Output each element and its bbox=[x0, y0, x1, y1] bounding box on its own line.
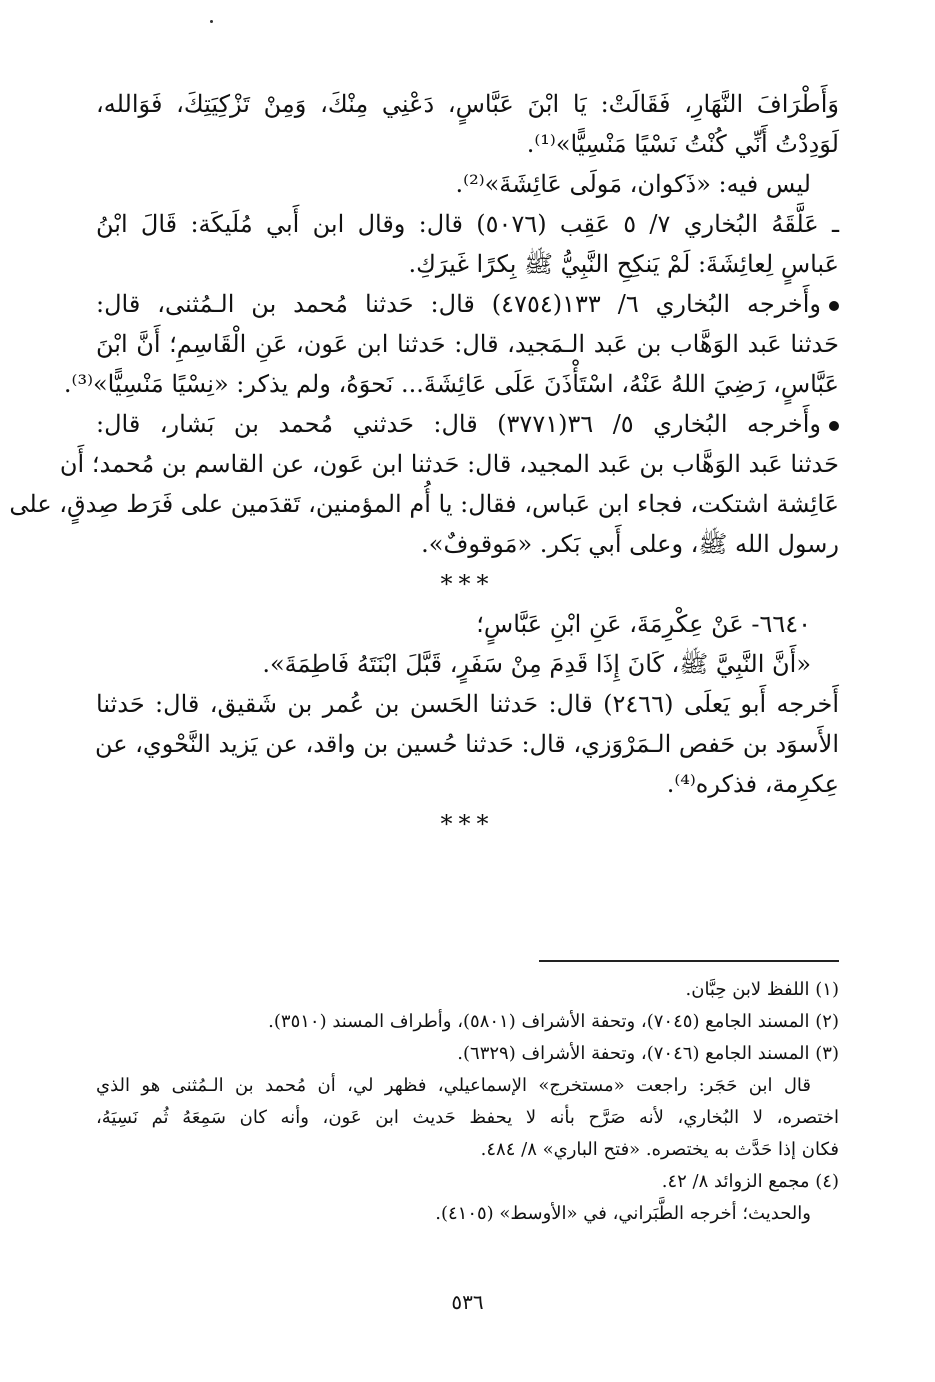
text-line: وأَخرجه البُخاري ٥/ ٣٦(٣٧٧١) قال: حَدثني مُحمد بن بَشار، قال: bbox=[96, 410, 822, 438]
text-line-bulleted bbox=[96, 404, 839, 444]
bullet-icon bbox=[829, 421, 839, 431]
hadith-text: «أَنَّ النَّبِيَّ ﷺ، كَانَ إِذَا قَدِمَ مِنْ سَفَرٍ، قَبَّلَ ابْنَتَهُ فَاطِمَةَ». bbox=[262, 650, 811, 678]
hadith-header: ٦٦٤٠- عَنْ عِكْرِمَةَ، عَنِ ابْنِ عَبَّاسٍ؛ bbox=[476, 610, 811, 638]
page-number: ٥٣٦ bbox=[451, 1290, 484, 1314]
text-line: عِكرِمة، فذكره⁽⁴⁾. bbox=[666, 770, 839, 798]
text-line: الأَسوَد بن حَفص الـمَرْوَزي، قال: حَدثنا حُسين بن واقد، عن يَزيد النَّحْوي، عن bbox=[94, 730, 839, 758]
footnote-continuation: قال ابن حَجَر: راجعت «مستخرج» الإسماعيلي، فظهر لي، أن مُحمد بن الـمُثنى هو الذي bbox=[96, 1075, 811, 1096]
footnote: (٢) المسند الجامع (٧٠٤٥)، وتحفة الأشراف (٥٨٠١)، وأطراف المسند (٣٥١٠). bbox=[268, 1011, 839, 1032]
footnote: (٤) مجمع الزوائد ٨/ ٤٢. bbox=[661, 1171, 839, 1192]
text-line: لَوَدِدْتُ أَنِّي كُنْتُ نَسْيًا مَنْسِيًّا»⁽¹⁾. bbox=[526, 130, 839, 158]
scan-speck bbox=[210, 20, 213, 23]
main-text bbox=[9, 84, 839, 844]
text-line: ـ عَلَّقَهُ البُخاري ٧/ ٥ عَقِب (٥٠٧٦) قال: وقال ابن أَبي مُلَيكَة: قَالَ ابْنُ bbox=[96, 210, 839, 238]
footnote-continuation: اختصره، لا البُخاري، لأنه صَرَّح بأنه لا يحفظ حَديث ابن عَون، وأنه كان سَمِعَهُ ثُم نَسِيَهُ، bbox=[96, 1107, 839, 1128]
bullet-icon bbox=[829, 301, 839, 311]
section-separator: *** bbox=[440, 570, 495, 598]
text-line: عَباسٍ لِعائِشَةَ: لَمْ يَنكِحِ النَّبِيُّ ﷺ بِكرًا غَيرَكِ. bbox=[408, 250, 839, 278]
text-line: وَأَطْرَافَ النَّهَارِ، فَقَالَتْ: يَا ابْنَ عَبَّاسٍ، دَعْنِي مِنْكَ، وَمِنْ تَزْكِيَتِكَ، فَوَالله، bbox=[96, 90, 839, 118]
text-line: عَبَّاسٍ، رَضِيَ اللهُ عَنْهُ، اسْتَأْذَنَ عَلَى عَائِشَةَ... نَحوَهُ، ولم يذكر: «نِسْيًا مَنْسِيًّا»⁽³⁾. bbox=[63, 370, 839, 398]
footnote: (١) اللفظ لابن حِبَّان. bbox=[685, 979, 839, 1000]
text-line: وأَخرجه البُخاري ٦/ ١٣٣(٤٧٥٤) قال: حَدثنا مُحمد بن الـمُثنى، قال: bbox=[96, 290, 822, 318]
text-line: حَدثنا عَبد الوَهَّاب بن عَبد الـمَجيد، قال: حَدثنا ابن عَون، عَنِ الْقَاسِمِ؛ أَنَّ ابْنَ bbox=[96, 330, 839, 358]
text-line: ليس فيه: «ذَكوان، مَولَى عَائِشَةَ»⁽²⁾. bbox=[455, 170, 811, 198]
text-line: رسول الله ﷺ، وعلى أَبي بَكر. «مَوقوفٌ». bbox=[421, 530, 839, 558]
text-line: عَائِشة اشتكت، فجاء ابن عَباس، فقال: يا أُم المؤمنين، تَقدَمين على فَرَط صِدقٍ، على bbox=[9, 490, 839, 518]
text-line: حَدثنا عَبد الوَهَّاب بن عَبد المجيد، قال: حَدثنا ابن عَون، عن القاسم بن مُحمد؛ أَن bbox=[59, 450, 839, 478]
text-line-bulleted bbox=[96, 284, 839, 324]
section-separator: *** bbox=[440, 810, 495, 838]
footnote: (٣) المسند الجامع (٧٠٤٦)، وتحفة الأشراف (٦٣٢٩). bbox=[457, 1043, 839, 1064]
text-line: أَخرجه أَبو يَعلَى (٢٤٦٦) قال: حَدثنا الحَسن بن عُمر بن شَقيق، قال: حَدثنا bbox=[96, 690, 839, 718]
footnote-continuation: والحديث؛ أخرجه الطَّبَراني، في «الأوسط» (٤١٠٥). bbox=[435, 1203, 811, 1224]
footnote-divider bbox=[539, 960, 839, 962]
footnote-continuation: فكان إذا حَدَّث به يختصره. «فتح الباري» ٨/ ٤٨٤. bbox=[480, 1139, 839, 1160]
footnotes bbox=[96, 960, 839, 1230]
